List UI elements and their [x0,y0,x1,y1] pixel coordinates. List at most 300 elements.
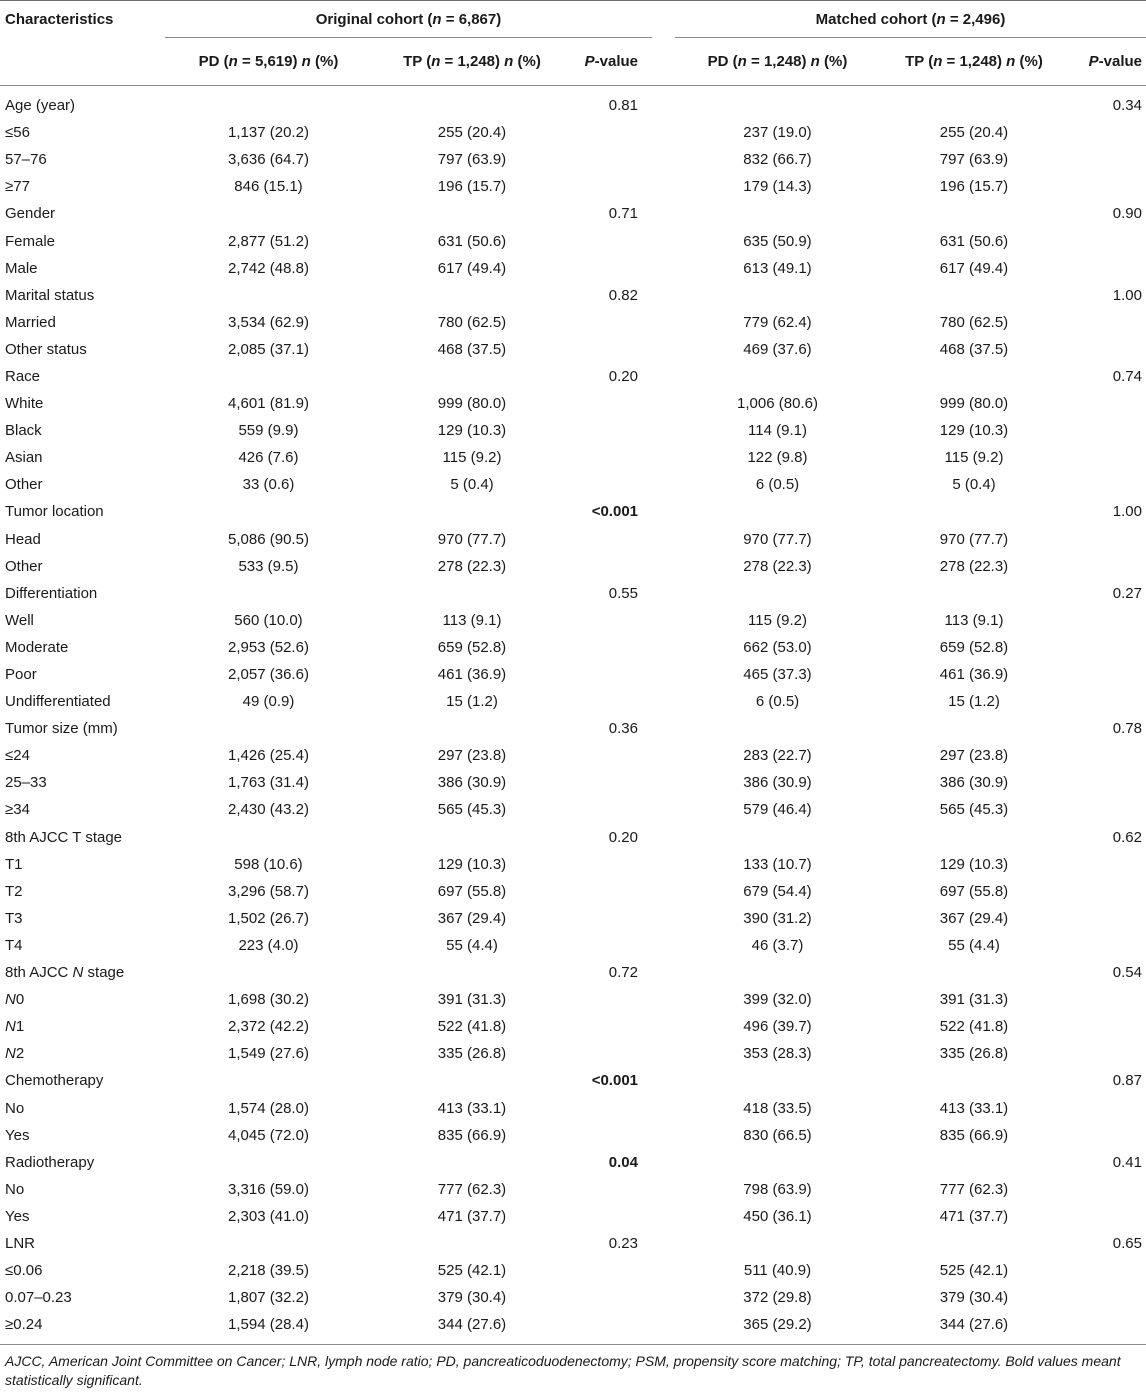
p-value-matched-cell [1068,661,1146,688]
tp-matched-header: TP (n = 1,248) n (%) [880,38,1068,86]
pd-matched-cell: 469 (37.6) [743,340,812,358]
tp-original-cell: 297 (23.8) [437,747,507,765]
tp-original-cell: 797 (63.9) [437,151,507,169]
pd-original-cell: 2,303 (41.0) [228,1207,309,1225]
table-row [0,390,1146,417]
tp-matched-cell: 471 (37.7) [939,1207,1009,1225]
tp-original-cell: 5 (0.4) [450,476,494,494]
p-value-matched-cell [1068,1203,1146,1230]
p-value-original-cell [572,119,652,146]
table-row [0,1230,1146,1257]
row-label: Moderate [5,638,69,656]
p-value-matched-cell: 0.78 [1112,720,1142,738]
table-row [0,607,1146,634]
p-value-matched-cell [1068,688,1146,715]
tp-original-cell: 565 (45.3) [437,801,507,819]
pd-original-cell: 1,549 (27.6) [228,1045,309,1063]
table-row [0,1040,1146,1067]
table-row [0,498,1146,525]
table-row [0,282,1146,309]
tp-matched-cell: 113 (9.1) [944,611,1004,629]
p-value-original-cell: 0.20 [608,367,638,385]
pd-matched-cell: 46 (3.7) [751,936,804,954]
pd-original-cell: 3,296 (58.7) [228,882,309,900]
pd-matched-cell [675,824,880,851]
tp-original-cell [372,959,572,986]
pd-matched-cell: 6 (0.5) [755,476,800,494]
tp-original-cell: 115 (9.2) [442,449,502,467]
pd-original-cell [165,580,372,607]
tp-matched-cell: 970 (77.7) [939,530,1009,548]
pd-original-cell: 559 (9.9) [238,422,299,440]
row-label: ≥34 [5,801,30,819]
pd-original-cell: 598 (10.6) [234,855,303,873]
table-row [0,417,1146,444]
pd-matched-cell [675,1230,880,1257]
pd-matched-cell: 390 (31.2) [743,909,812,927]
tp-original-cell: 196 (15.7) [437,178,507,196]
tp-original-cell: 461 (36.9) [437,666,507,684]
p-value-matched-cell [1068,119,1146,146]
pd-matched-cell: 450 (36.1) [743,1207,812,1225]
p-value-matched-cell [1068,227,1146,254]
pd-original-cell [165,200,372,227]
p-value-original-cell [572,173,652,200]
p-value-original-cell [572,634,652,661]
tp-matched-cell: 468 (37.5) [939,340,1009,358]
pd-original-cell: 3,534 (62.9) [228,313,309,331]
pd-original-cell: 49 (0.9) [242,693,295,711]
table-row [0,471,1146,498]
tp-matched-cell [880,580,1068,607]
pd-original-cell [165,282,372,309]
p-value-original-cell [572,742,652,769]
tp-original-cell: 113 (9.1) [442,611,502,629]
p-value-matched-cell: 1.00 [1112,503,1142,521]
pd-original-cell: 1,807 (32.2) [228,1289,309,1307]
tp-matched-cell [880,824,1068,851]
p-value-original-cell [572,1203,652,1230]
table-row [0,173,1146,200]
table-row [0,742,1146,769]
tp-matched-cell: 5 (0.4) [952,476,996,494]
pd-matched-cell: 679 (54.4) [743,882,812,900]
pd-original-header: PD (n = 5,619) n (%) [165,38,372,86]
table-row [0,1149,1146,1176]
table-row [0,824,1146,851]
pd-matched-cell: 662 (53.0) [743,638,812,656]
table-row [0,1122,1146,1149]
p-value-matched-cell [1068,390,1146,417]
header-row-groups [0,1,1146,38]
p-value-original-cell: 0.81 [608,97,638,115]
pd-matched-cell: 115 (9.2) [748,611,807,629]
tp-original-cell: 129 (10.3) [437,855,507,873]
row-label: LNR [5,1234,36,1252]
pd-matched-cell: 418 (33.5) [743,1099,812,1117]
tp-original-cell: 391 (31.3) [437,991,507,1009]
tp-original-cell [372,1230,572,1257]
table-row [0,959,1146,986]
pd-matched-cell [675,1067,880,1094]
pd-matched-header: PD (n = 1,248) n (%) [675,38,880,86]
tp-original-cell: 631 (50.6) [437,232,507,250]
pd-original-cell [165,498,372,525]
p-value-original-cell [572,932,652,959]
pd-matched-cell: 798 (63.9) [743,1180,812,1198]
matched-cohort-header: Matched cohort (n = 2,496) [675,1,1146,38]
p-value-matched-cell [1068,526,1146,553]
pd-original-cell: 2,218 (39.5) [228,1262,309,1280]
pd-matched-cell: 613 (49.1) [743,259,812,277]
row-label: Asian [5,449,43,467]
tp-original-cell: 999 (80.0) [437,395,507,413]
p-value-matched-cell: 1.00 [1112,286,1142,304]
p-value-original-cell [572,444,652,471]
table-row [0,86,1146,120]
row-label: Married [5,313,56,331]
p-value-matched-cell: 0.54 [1112,964,1142,982]
p-value-original-header: P-value [572,38,652,86]
p-value-matched-cell: 0.27 [1112,584,1142,602]
row-label: Undifferentiated [5,693,111,711]
tp-original-cell: 835 (66.9) [437,1126,507,1144]
tp-original-cell [372,498,572,525]
p-value-matched-cell [1068,146,1146,173]
p-value-original-cell [572,255,652,282]
pd-matched-cell: 496 (39.7) [743,1018,812,1036]
pd-original-cell [165,1149,372,1176]
pd-matched-cell [675,363,880,390]
pd-original-cell: 846 (15.1) [234,178,303,196]
tp-original-cell [372,282,572,309]
pd-original-cell: 2,430 (43.2) [228,801,309,819]
tp-matched-cell [880,498,1068,525]
pd-original-cell: 1,698 (30.2) [228,991,309,1009]
pd-matched-cell: 779 (62.4) [743,313,812,331]
p-value-original-cell: 0.82 [608,286,638,304]
row-label: T4 [5,936,23,954]
tp-matched-cell: 697 (55.8) [939,882,1009,900]
table-row [0,932,1146,959]
tp-original-cell [372,200,572,227]
tp-matched-cell: 999 (80.0) [939,395,1009,413]
row-label: 25–33 [5,774,47,792]
row-label: Other status [5,340,87,358]
pd-original-cell: 223 (4.0) [238,936,299,954]
pd-original-cell: 2,877 (51.2) [228,232,309,250]
p-value-original-cell [572,146,652,173]
row-label: Marital status [5,286,95,304]
p-value-original-cell [572,471,652,498]
p-value-matched-cell [1068,471,1146,498]
p-value-matched-cell [1068,742,1146,769]
tp-original-cell: 386 (30.9) [437,774,507,792]
tp-matched-cell [880,959,1068,986]
pd-matched-cell: 372 (29.8) [743,1289,812,1307]
row-label: N1 [5,1018,25,1036]
footnote-row [0,1345,1146,1391]
tp-original-cell: 777 (62.3) [437,1180,507,1198]
characteristics-header: Characteristics [0,1,165,38]
table-row [0,1094,1146,1121]
p-value-original-cell [572,1013,652,1040]
p-value-matched-cell [1068,336,1146,363]
tp-original-cell: 55 (4.4) [446,936,498,954]
pd-original-cell: 2,953 (52.6) [228,638,309,656]
tp-original-cell [372,86,572,120]
p-value-original-cell [572,417,652,444]
pd-matched-cell: 133 (10.7) [743,855,812,873]
tp-matched-cell: 780 (62.5) [939,313,1009,331]
pd-original-cell: 3,316 (59.0) [228,1180,309,1198]
pd-original-cell: 2,742 (48.8) [228,259,309,277]
tp-matched-cell: 797 (63.9) [939,151,1009,169]
row-label: Race [5,367,41,385]
row-label: 0.07–0.23 [5,1289,72,1307]
table-row [0,336,1146,363]
p-value-original-cell: 0.20 [608,828,638,846]
p-value-original-cell: <0.001 [591,1072,638,1090]
p-value-matched-cell: 0.41 [1112,1153,1142,1171]
tp-matched-cell: 379 (30.4) [939,1289,1009,1307]
table-row [0,119,1146,146]
tp-original-cell: 970 (77.7) [437,530,507,548]
row-label: Tumor size (mm) [5,720,118,738]
row-label: No [5,1180,25,1198]
row-label: Age (year) [5,97,76,115]
p-value-original-cell: 0.23 [608,1234,638,1252]
tp-original-cell: 617 (49.4) [437,259,507,277]
p-value-original-cell: 0.55 [608,584,638,602]
table-row [0,553,1146,580]
tp-matched-cell: 344 (27.6) [939,1316,1009,1334]
tp-matched-cell [880,1067,1068,1094]
tp-matched-cell [880,1149,1068,1176]
pd-matched-cell: 511 (40.9) [743,1262,812,1280]
p-value-matched-cell [1068,417,1146,444]
table-row [0,444,1146,471]
p-value-matched-cell [1068,878,1146,905]
pd-original-cell: 5,086 (90.5) [228,530,309,548]
tp-original-cell: 522 (41.8) [437,1018,507,1036]
p-value-matched-cell: 0.62 [1112,828,1142,846]
pd-matched-cell: 237 (19.0) [743,124,812,142]
pd-original-cell: 1,137 (20.2) [228,124,309,142]
tp-matched-cell: 386 (30.9) [939,774,1009,792]
pd-matched-cell: 6 (0.5) [755,693,800,711]
tp-original-cell: 471 (37.7) [437,1207,507,1225]
tp-matched-cell: 55 (4.4) [948,936,1000,954]
table-row [0,146,1146,173]
p-value-matched-cell: 0.87 [1112,1072,1142,1090]
row-label: N0 [5,991,25,1009]
p-value-original-cell [572,1284,652,1311]
row-label: ≥77 [5,178,30,196]
p-value-matched-cell: 0.65 [1112,1234,1142,1252]
tp-matched-cell: 461 (36.9) [939,666,1009,684]
p-value-original-cell: 0.04 [608,1153,638,1171]
pd-original-cell: 3,636 (64.7) [228,151,309,169]
p-value-matched-cell [1068,1013,1146,1040]
row-label: White [5,395,44,413]
tp-original-cell: 659 (52.8) [437,638,507,656]
table-row [0,986,1146,1013]
p-value-matched-cell [1068,986,1146,1013]
p-value-matched-cell [1068,1094,1146,1121]
tp-matched-cell: 565 (45.3) [939,801,1009,819]
tp-original-cell: 697 (55.8) [437,882,507,900]
row-label: Radiotherapy [5,1153,95,1171]
row-label: Other [5,557,43,575]
pd-original-cell: 2,057 (36.6) [228,666,309,684]
pd-original-cell: 4,045 (72.0) [228,1126,309,1144]
pd-original-cell: 2,372 (42.2) [228,1018,309,1036]
pd-matched-cell: 278 (22.3) [743,557,812,575]
p-value-matched-cell [1068,796,1146,823]
pd-original-cell [165,363,372,390]
tp-matched-cell: 335 (26.8) [939,1045,1009,1063]
tp-original-cell: 335 (26.8) [437,1045,507,1063]
pd-matched-cell: 970 (77.7) [743,530,812,548]
row-label: No [5,1099,25,1117]
p-value-matched-cell [1068,444,1146,471]
pd-original-cell: 426 (7.6) [238,449,299,467]
p-value-original-cell: 0.71 [608,205,638,223]
p-value-matched-cell: 0.74 [1112,367,1142,385]
p-value-matched-cell [1068,1257,1146,1284]
p-value-original-cell [572,1094,652,1121]
pd-original-cell: 1,502 (26.7) [228,909,309,927]
pd-original-cell: 1,426 (25.4) [228,747,309,765]
tp-matched-cell: 525 (42.1) [939,1262,1009,1280]
p-value-matched-cell [1068,769,1146,796]
tp-matched-cell: 115 (9.2) [944,449,1004,467]
table-row [0,1013,1146,1040]
tp-original-cell [372,1067,572,1094]
tp-matched-cell: 777 (62.3) [939,1180,1009,1198]
pd-original-cell: 533 (9.5) [238,557,299,575]
tp-matched-cell: 129 (10.3) [939,855,1009,873]
p-value-original-cell [572,986,652,1013]
pd-matched-cell [675,715,880,742]
tp-original-cell [372,824,572,851]
pd-matched-cell: 386 (30.9) [743,774,812,792]
table-row [0,905,1146,932]
p-value-original-cell [572,227,652,254]
p-value-original-cell [572,390,652,417]
p-value-original-cell [572,796,652,823]
tp-original-cell: 525 (42.1) [437,1262,507,1280]
p-value-matched-cell [1068,1040,1146,1067]
pd-original-cell: 2,085 (37.1) [228,340,309,358]
tp-matched-cell: 631 (50.6) [939,232,1009,250]
table-row [0,309,1146,336]
p-value-original-cell [572,607,652,634]
row-label: ≤56 [5,124,30,142]
row-label: Female [5,232,56,250]
pd-matched-cell: 353 (28.3) [743,1045,812,1063]
tp-matched-cell: 659 (52.8) [939,638,1009,656]
tp-matched-cell: 196 (15.7) [939,178,1009,196]
tp-matched-cell: 129 (10.3) [939,422,1009,440]
table-row [0,1311,1146,1345]
p-value-matched-cell [1068,905,1146,932]
tp-matched-cell [880,282,1068,309]
tp-original-cell: 15 (1.2) [446,693,498,711]
table-row [0,200,1146,227]
tp-original-cell [372,715,572,742]
pd-original-cell: 1,594 (28.4) [228,1316,309,1334]
table-row [0,661,1146,688]
pd-original-cell [165,824,372,851]
tp-matched-cell: 413 (33.1) [939,1099,1009,1117]
row-label: Gender [5,205,56,223]
table-row [0,363,1146,390]
tp-original-cell: 780 (62.5) [437,313,507,331]
tp-original-cell: 255 (20.4) [437,124,507,142]
p-value-original-cell: <0.001 [591,503,638,521]
pd-original-cell [165,86,372,120]
pd-matched-cell [675,580,880,607]
pd-original-cell: 33 (0.6) [242,476,295,494]
p-value-original-cell: 0.72 [608,964,638,982]
pd-matched-cell: 114 (9.1) [748,422,807,440]
p-value-original-cell [572,1257,652,1284]
tp-matched-cell: 522 (41.8) [939,1018,1009,1036]
row-label: Yes [5,1207,30,1225]
row-label: Well [5,611,34,629]
pd-matched-cell [675,200,880,227]
p-value-original-cell [572,661,652,688]
pd-matched-cell: 1,006 (80.6) [737,395,818,413]
pd-matched-cell: 579 (46.4) [743,801,812,819]
p-value-matched-cell: 0.90 [1112,205,1142,223]
p-value-matched-cell [1068,1176,1146,1203]
table-row [0,878,1146,905]
table-row [0,227,1146,254]
tp-original-cell: 468 (37.5) [437,340,507,358]
p-value-original-cell [572,309,652,336]
pd-matched-cell [675,282,880,309]
p-value-original-cell [572,769,652,796]
row-label: Tumor location [5,503,104,521]
row-label: Other [5,476,43,494]
p-value-matched-cell [1068,1122,1146,1149]
row-label: Chemotherapy [5,1072,104,1090]
row-label: 8th AJCC N stage [5,964,125,982]
p-value-original-cell [572,553,652,580]
pd-matched-cell: 832 (66.7) [743,151,812,169]
table-row [0,1203,1146,1230]
row-label: Yes [5,1126,30,1144]
p-value-original-cell [572,526,652,553]
tp-matched-cell: 278 (22.3) [939,557,1009,575]
p-value-original-cell [572,905,652,932]
p-value-matched-header: P-value [1068,38,1146,86]
p-value-matched-cell [1068,173,1146,200]
table-row [0,851,1146,878]
pd-matched-cell: 635 (50.9) [743,232,812,250]
row-label: Poor [5,666,37,684]
table-row [0,1176,1146,1203]
row-label: Differentiation [5,584,98,602]
pd-matched-cell [675,959,880,986]
pd-original-cell [165,959,372,986]
pd-matched-cell: 122 (9.8) [747,449,808,467]
row-label: T1 [5,855,23,873]
pd-matched-cell [675,86,880,120]
